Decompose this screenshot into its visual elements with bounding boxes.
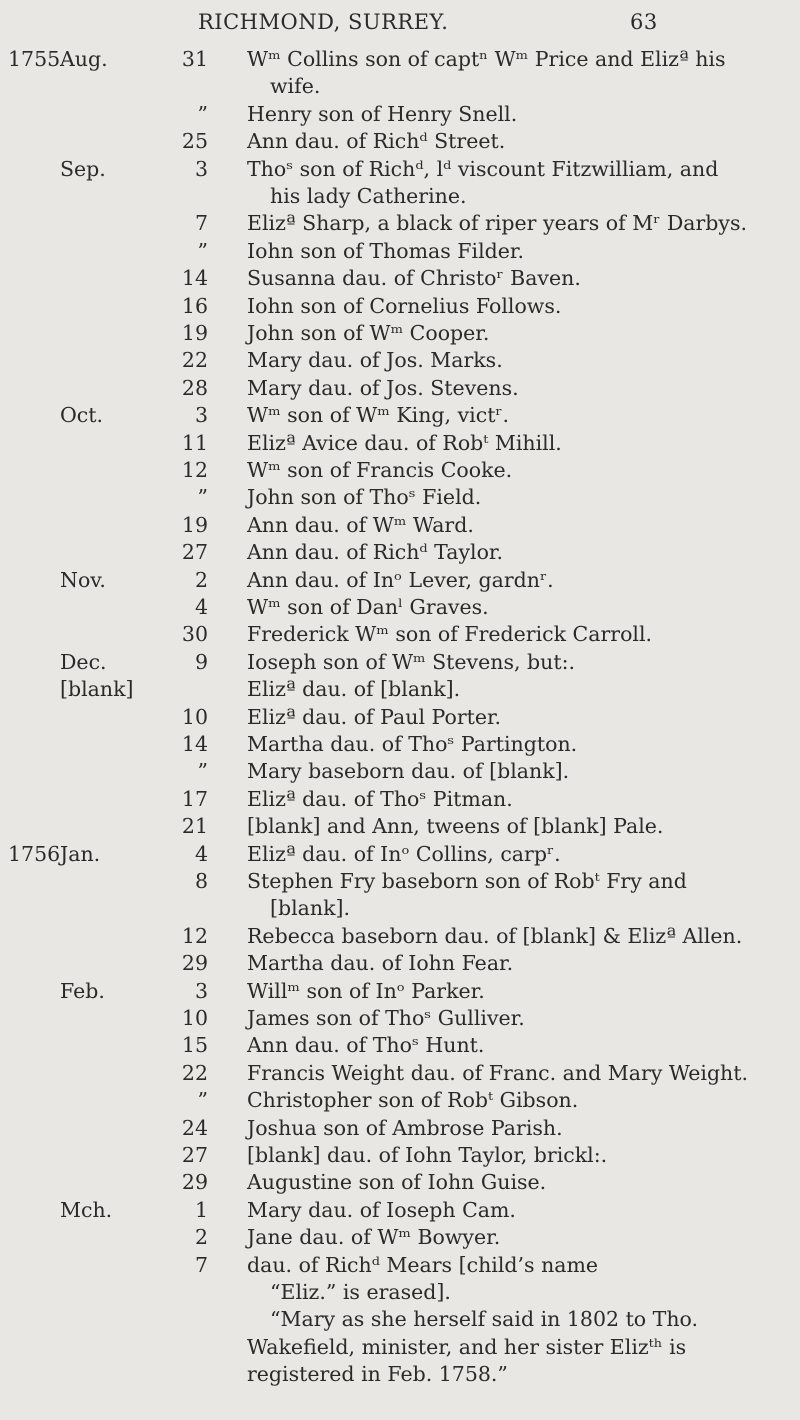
register-entry: [0, 1005, 800, 1031]
entry-text: [blank] dau. of Iohn Taylor, brickl:.: [247, 1143, 608, 1167]
register-entry: [0, 1197, 800, 1223]
entry-day: 22: [181, 348, 208, 373]
entry-text: Elizª dau. of Inᵒ Collins, carpʳ.: [247, 841, 561, 866]
entry-text: John son of Wᵐ Cooper.: [247, 321, 490, 345]
register-entry: [0, 731, 800, 757]
entry-text: Martha dau. of Thoˢ Partington.: [247, 732, 578, 756]
entry-day: ”: [197, 759, 208, 784]
entry-day: 19: [181, 512, 208, 537]
entry-text: Joshua son of Ambrose Parish.: [247, 1115, 563, 1140]
entry-day: 10: [181, 1006, 208, 1030]
entry-month: Oct.: [60, 403, 104, 428]
entry-day: 7: [194, 211, 208, 236]
register-entry: [0, 375, 800, 401]
register-entry: [0, 73, 800, 99]
entry-day: 1: [194, 1197, 208, 1222]
entry-text: Martha dau. of Iohn Fear.: [247, 951, 514, 976]
entry-text: Wᵐ Collins son of captⁿ Wᵐ Price and Elizª his: [247, 47, 726, 71]
register-entry: [0, 758, 800, 784]
entry-text: Jane dau. of Wᵐ Bowyer.: [247, 1225, 501, 1250]
register-entry: [0, 1032, 800, 1058]
register-entry: [0, 1334, 800, 1360]
register-entry: [0, 402, 800, 428]
entry-text: “Mary as she herself said in 1802 to Tho.: [270, 1307, 699, 1332]
entry-month: Mch.: [60, 1197, 113, 1222]
entry-day: 21: [181, 814, 208, 839]
entry-text: Susanna dau. of Christoʳ Baven.: [247, 266, 581, 291]
entry-day: 3: [194, 156, 208, 181]
register-entry: [0, 1087, 800, 1113]
register-entry: [0, 923, 800, 949]
register-entry: [0, 320, 800, 346]
entry-day: 9: [194, 649, 208, 674]
register-entry: [0, 704, 800, 730]
entry-text: Wᵐ son of Wᵐ King, victʳ.: [247, 403, 510, 428]
entry-text: Wᵐ son of Francis Cooke.: [247, 458, 513, 482]
entry-day: 29: [181, 1170, 208, 1195]
entry-text: [blank].: [270, 896, 351, 921]
entry-text: Iohn son of Cornelius Follows.: [247, 293, 562, 318]
entry-text: Francis Weight dau. of Franc. and Mary Weight.: [247, 1060, 749, 1085]
entry-text: registered in Feb. 1758.”: [247, 1362, 508, 1387]
entry-text: Stephen Fry baseborn son of Robᵗ Fry and: [247, 869, 687, 893]
entry-month: Aug.: [60, 47, 108, 71]
register-entry: [0, 1142, 800, 1168]
register-entry: [0, 457, 800, 483]
entry-day: 19: [181, 321, 208, 345]
entry-text: his lady Catherine.: [270, 184, 467, 208]
entry-day: 4: [194, 595, 208, 619]
entry-text: Iohn son of Thomas Filder.: [247, 238, 524, 263]
entry-day: 2: [194, 1225, 208, 1250]
entry-text: Mary dau. of Jos. Stevens.: [247, 375, 519, 400]
entry-text: Elizª dau. of Thoˢ Pitman.: [247, 786, 513, 811]
register-entry: [0, 1279, 800, 1305]
entry-text: John son of Thoˢ Field.: [247, 485, 482, 510]
entry-day: 10: [181, 704, 208, 729]
entry-day: 15: [181, 1033, 208, 1058]
entry-month: [blank]: [60, 677, 134, 702]
entry-text: dau. of Richᵈ Mears [child’s name: [247, 1252, 599, 1277]
entry-day: ”: [197, 238, 208, 263]
page-number: 63: [630, 10, 658, 34]
register-entry: [0, 1115, 800, 1141]
register-entry: [0, 1361, 800, 1387]
register-entry: [0, 1060, 800, 1086]
register-entry: [0, 484, 800, 510]
entry-text: Rebecca baseborn dau. of [blank] & Elizª Allen.: [247, 923, 743, 948]
entry-month: Sep.: [60, 156, 106, 181]
register-entry: [0, 621, 800, 647]
entry-day: 12: [181, 923, 208, 948]
register-entry: [0, 293, 800, 319]
register-entry: [0, 895, 800, 921]
entry-day: 16: [181, 293, 208, 318]
entry-day: 12: [181, 458, 208, 482]
register-entry: [0, 512, 800, 538]
register-entry: [0, 786, 800, 812]
register-entry: [0, 978, 800, 1004]
register-entry: [0, 868, 800, 894]
entry-year: 1756: [8, 841, 61, 866]
entry-day: ”: [197, 1088, 208, 1113]
entry-day: 4: [194, 841, 208, 866]
register-entry: [0, 238, 800, 264]
entry-text: Ioseph son of Wᵐ Stevens, but:.: [247, 649, 575, 674]
register-entry: [0, 539, 800, 565]
entry-day: 22: [181, 1060, 208, 1085]
register-entry: [0, 210, 800, 236]
entry-text: Mary dau. of Ioseph Cam.: [247, 1197, 516, 1222]
entry-day: ”: [197, 485, 208, 510]
entry-day: 27: [181, 540, 208, 565]
register-entry: [0, 567, 800, 593]
entry-day: 3: [194, 978, 208, 1003]
register-entry: [0, 1224, 800, 1250]
entry-text: Thoˢ son of Richᵈ, lᵈ viscount Fitzwilliam, and: [247, 156, 719, 181]
entry-text: Mary dau. of Jos. Marks.: [247, 348, 503, 373]
entry-text: Mary baseborn dau. of [blank].: [247, 759, 570, 784]
register-entry: [0, 183, 800, 209]
entry-text: wife.: [270, 74, 321, 99]
entry-day: 11: [181, 430, 208, 455]
entry-day: ”: [197, 101, 208, 126]
entry-year: 1755: [8, 47, 61, 71]
entry-text: Henry son of Henry Snell.: [247, 101, 518, 126]
register-entry: [0, 46, 800, 72]
entry-day: 2: [194, 567, 208, 592]
register-entry: [0, 128, 800, 154]
entry-text: Frederick Wᵐ son of Frederick Carroll.: [247, 622, 653, 647]
register-entry: [0, 265, 800, 291]
entry-day: 27: [181, 1143, 208, 1167]
page-header: [0, 6, 800, 36]
entry-text: Augustine son of Iohn Guise.: [247, 1170, 547, 1195]
entry-text: “Eliz.” is erased].: [270, 1280, 451, 1304]
entry-day: 17: [181, 786, 208, 811]
entry-day: 29: [181, 951, 208, 976]
register-entry: [0, 649, 800, 675]
register-entry: [0, 101, 800, 127]
entry-text: Elizª dau. of Paul Porter.: [247, 704, 502, 729]
entry-day: 8: [194, 869, 208, 893]
entry-day: 14: [181, 732, 208, 756]
entry-text: Elizª Avice dau. of Robᵗ Mihill.: [247, 430, 562, 455]
register-entry: [0, 1169, 800, 1195]
entry-text: Ann dau. of Wᵐ Ward.: [247, 512, 474, 537]
entry-text: Ann dau. of Inᵒ Lever, gardnʳ.: [247, 567, 554, 592]
entry-text: Willᵐ son of Inᵒ Parker.: [247, 978, 485, 1003]
entry-month: Feb.: [60, 978, 105, 1003]
register-entry: [0, 430, 800, 456]
entry-text: Wᵐ son of Danˡ Graves.: [247, 595, 489, 619]
entry-day: 7: [194, 1252, 208, 1277]
entry-day: 30: [181, 622, 208, 647]
entry-day: 3: [194, 403, 208, 428]
entry-text: [blank] and Ann, tweens of [blank] Pale.: [247, 814, 664, 839]
register-entry: [0, 841, 800, 867]
register-entry: [0, 950, 800, 976]
register-entry: [0, 676, 800, 702]
register-entry: [0, 594, 800, 620]
entry-text: Ann dau. of Richᵈ Street.: [247, 129, 506, 154]
entry-month: Nov.: [60, 567, 106, 592]
page-title: RICHMOND, SURREY.: [198, 10, 449, 34]
entry-text: Elizª Sharp, a black of riper years of Mʳ Darbys.: [247, 211, 748, 236]
register-entry: [0, 813, 800, 839]
entry-text: Christopher son of Robᵗ Gibson.: [247, 1088, 579, 1113]
entry-day: 28: [181, 375, 208, 400]
entry-day: 24: [181, 1115, 208, 1140]
entry-text: Ann dau. of Richᵈ Taylor.: [247, 540, 503, 565]
entry-day: 14: [181, 266, 208, 291]
entry-month: Jan.: [60, 841, 101, 866]
register-entry: [0, 1252, 800, 1278]
entry-text: Wakefield, minister, and her sister Elizᵗʰ is: [247, 1334, 687, 1359]
entry-text: Ann dau. of Thoˢ Hunt.: [247, 1033, 485, 1058]
register-entry: [0, 156, 800, 182]
register-entry: [0, 347, 800, 373]
register-entry: [0, 1306, 800, 1332]
entry-text: James son of Thoˢ Gulliver.: [247, 1006, 525, 1030]
entry-day: 25: [181, 129, 208, 154]
entry-text: Elizª dau. of [blank].: [247, 677, 461, 702]
entry-day: 31: [181, 47, 208, 71]
entry-month: Dec.: [60, 649, 107, 674]
